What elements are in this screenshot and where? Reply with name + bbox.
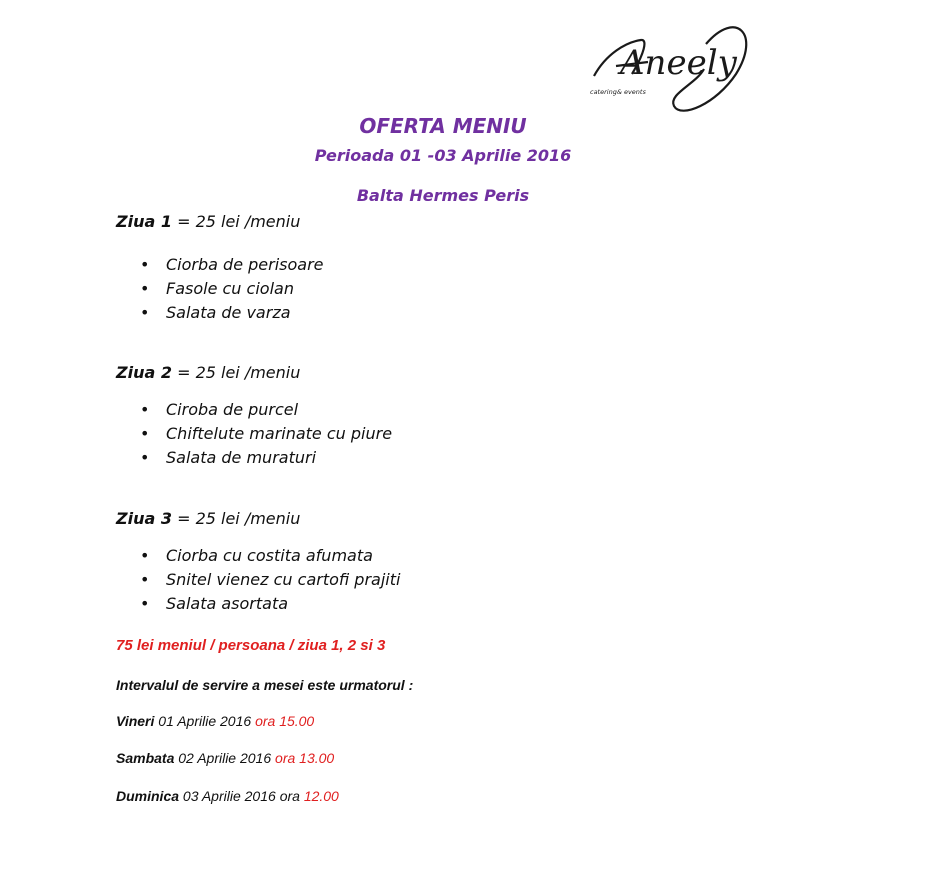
list-item: • Salata asortata [140,592,400,616]
day-2-heading [116,363,300,382]
bullet-icon: • [140,594,150,613]
day-2-dish-list [140,398,392,470]
logo-tagline: catering& events [590,88,646,96]
list-item: • Salata de varza [140,301,324,325]
bullet-icon: • [140,279,150,298]
bullet-icon: • [140,448,150,467]
logo-script: Aneely [620,43,737,83]
total-price-note: 75 lei meniul / persoana / ziua 1, 2 si 3 [116,637,386,654]
bullet-icon: • [140,424,150,443]
bullet-icon: • [140,546,150,565]
schedule-row: Duminica 03 Aprilie 2016 ora 12.00 [116,788,339,804]
list-item: • Fasole cu ciolan [140,277,324,301]
day-label: Ziua 1 [116,212,172,231]
list-item: • Ciorba de perisoare [140,253,324,277]
day-price: = 25 lei /meniu [171,363,301,382]
day-label: Ziua 3 [116,509,172,528]
list-item: • Snitel vienez cu cartofi prajiti [140,568,400,592]
serving-interval-heading: Intervalul de servire a mesei este urmatorul : [116,677,414,693]
day-3-heading [116,509,300,528]
page-title: OFERTA MENIU [359,114,527,138]
company-logo [586,14,756,118]
day-3-dish-list [140,544,400,616]
list-item: • Salata de muraturi [140,446,392,470]
list-item: • Ciorba cu costita afumata [140,544,400,568]
day-price: = 25 lei /meniu [171,509,301,528]
day-1-dish-list [140,253,324,325]
period-subtitle: Perioada 01 -03 Aprilie 2016 [314,146,572,165]
list-item: • Ciroba de purcel [140,398,392,422]
day-price: = 25 lei /meniu [171,212,301,231]
bullet-icon: • [140,255,150,274]
bullet-icon: • [140,570,150,589]
day-1-heading [116,212,300,231]
location-subtitle: Balta Hermes Peris [356,186,530,205]
bullet-icon: • [140,303,150,322]
schedule-row: Vineri 01 Aprilie 2016 ora 15.00 [116,713,315,729]
schedule-row: Sambata 02 Aprilie 2016 ora 13.00 [116,750,335,766]
bullet-icon: • [140,400,150,419]
list-item: • Chiftelute marinate cu piure [140,422,392,446]
day-label: Ziua 2 [116,363,172,382]
